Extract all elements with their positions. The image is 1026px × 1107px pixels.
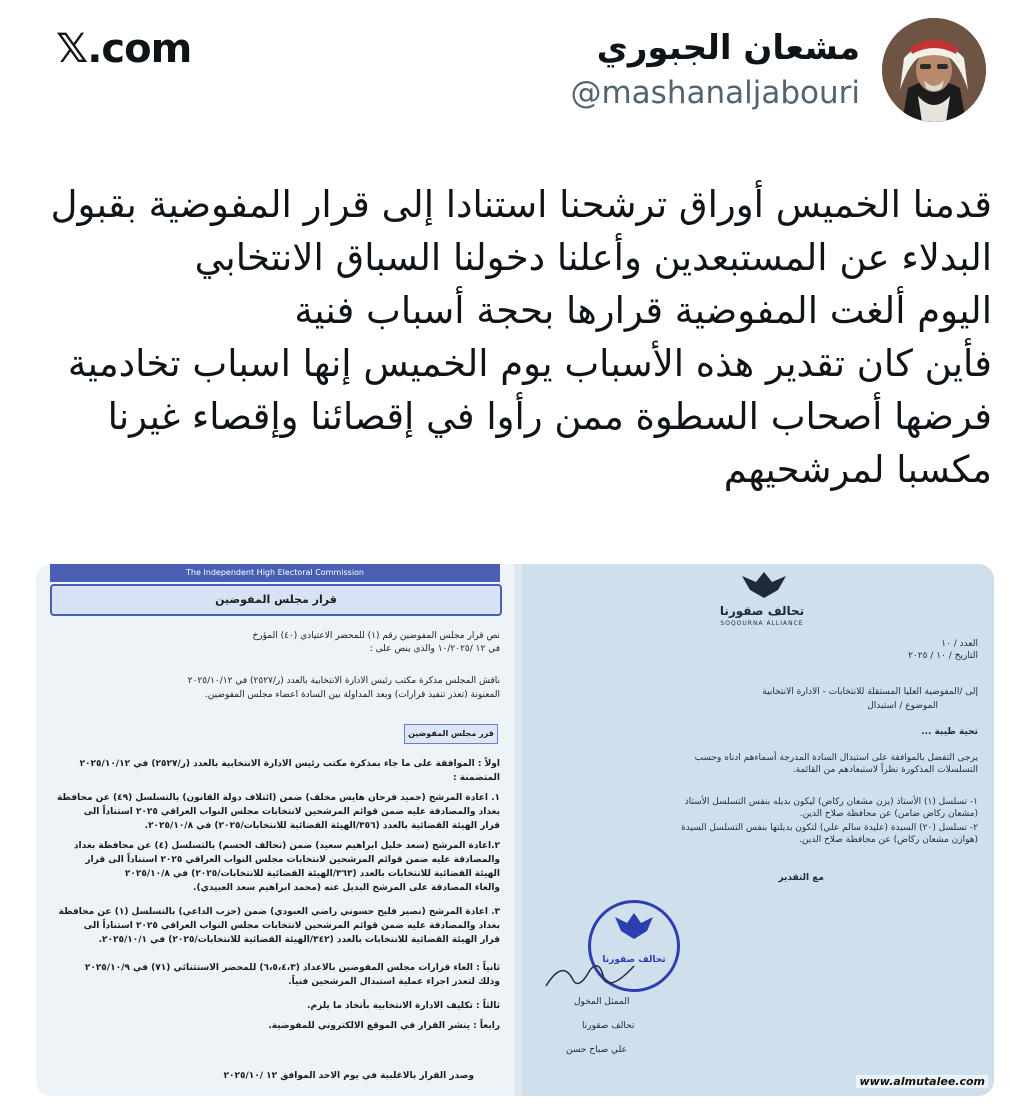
tweet-author[interactable] (570, 18, 986, 122)
letter-date: التاريخ / ١٠ / ٢٠٢٥ (908, 651, 978, 661)
doc-line: ناقش المجلس مذكرة مكتب رئيس الادارة الانتخابية بالعدد (ر/٢٥٢٧) في ٢٠٢٥/١٠/١٢ (187, 676, 500, 686)
avatar-portrait-icon (882, 18, 986, 122)
avatar[interactable] (882, 18, 986, 122)
doc-line: ٢.اعادة المرشح (سعد خليل ابراهيم سعيد) ضمن (تحالف الحسم) بالتسلسل (٤) عن محافظة بغداد (73, 841, 500, 851)
org-name: تحالف صقورنا (719, 604, 805, 618)
doc-line: المعنونة (تعذر تنفيذ قرارات) وبعد المداولة بين السادة اعضاء مجلس المفوضين. (204, 690, 500, 700)
tweet-line: اليوم ألغت المفوضية قرارها بحجة أسباب فنية (294, 289, 992, 332)
doc-line: بغداد والمصادقة عليه ضمن قوائم المرشحين لانتخابات مجلس النواب العراقي ٢٠٢٥ استناداً الى (83, 807, 500, 817)
doc-line: في ١٢ /١٠/٢٠٢٥ والذي ينص على : (369, 644, 500, 654)
tweet-line: البدلاء عن المستبعدين وأعلنا دخولنا السباق الانتخابي (194, 236, 992, 279)
letter-line: تحالف صقورنا (582, 1021, 635, 1031)
ihec-banner: The Independent High Electoral Commission (50, 564, 500, 582)
letter-line: ١- تسلسل (١) الأستاذ (يزن مشعان ركاض) ليكون بديله بنفس التسلسل الأستاذ (684, 797, 978, 807)
seal-text: تحالف صقورنا (602, 955, 666, 965)
author-handle[interactable]: @mashanaljabouri (570, 75, 860, 111)
image-divider (514, 564, 522, 1096)
doc-line: رابعاً : ينشر القرار في الموقع الالكتروني للمفوضية. (268, 1021, 500, 1031)
doc-line: ثالثاً : تكليف الادارة الانتخابية بأتخاذ ما يلزم. (307, 1001, 500, 1011)
letter-line: الممثل المخول (574, 997, 630, 1007)
x-com-logo[interactable]: 𝕏.com (56, 26, 192, 72)
tweet-line: فرضها أصحاب السطوة ممن رأوا في إقصائنا وإقصاء غيرنا (107, 395, 992, 438)
doc-line: اولاً : الموافقة على ما جاء بمذكرة مكتب رئيس الادارة الانتخابية بالعدد (ر/٢٥٢٧) في ٢٠٢٥/١٠/١٢ (79, 759, 500, 769)
letter-line: مع التقدير (778, 873, 824, 883)
doc-line: والمصادقة عليه ضمن قوائم المرشحين لانتخابات مجلس النواب العراقي ٢٠٢٥ استناداً الى قرار (85, 855, 500, 865)
letter-line: علي صباح حسن (566, 1045, 627, 1055)
letter-line: (مشعان ركاض ضامن) عن محافظة صلاح الدين. (799, 809, 978, 819)
letter-line: إلى /المفوضية العليا المستقلة للانتخابات - الادارة الانتخابية (762, 687, 978, 697)
tweet-media-image[interactable] (36, 564, 994, 1096)
letter-line: التسلسلات المذكورة نظراً لاستبعادهم من القائمة. (792, 765, 978, 775)
tweet-line: مكسبا لمرشحيهم (723, 448, 992, 491)
doc-line: قرار الهيئة القضائية للانتخابات بالعدد (٣٤٢/الهيئة القضائية للانتخابات/٢٠٢٥) في ٢٠٢٥/١٠/١. (98, 935, 500, 945)
doc-line: ثانياً : الغاء قرارات مجلس المفوضين بالاعداد (٦،٥،٤،٣) للمحضر الاستثنائي (٧١) في ٢٠٢٥/١٠/٩ (84, 963, 500, 973)
ihec-decision-document (36, 564, 514, 1096)
doc-line: نص قرار مجلس المفوضين رقم (١) للمحضر الاعتيادي (٤٠) المؤرخ (252, 631, 500, 641)
doc-line: ٣. اعادة المرشح (نصير فليح حسوني راضي العبودي) ضمن (حزب الداعي) بالتسلسل (١) عن محافظة (58, 907, 500, 917)
signature-icon (542, 956, 638, 996)
council-stamp-label: قرر مجلس المفوضين (404, 724, 498, 744)
letter-line: يرجى التفضل بالموافقة على استبدال السادة المدرجة أسماءهم ادناه وحسب (694, 753, 978, 763)
doc-line: ١. اعادة المرشح (حميد فرحان هايس مخلف) ضمن (ائتلاف دولة القانون) بالتسلسل (٤٩) عن محافظة (56, 793, 500, 803)
doc-line: الهيئة القضائية للانتخابات بالعدد (٣٦٣/الهيئة القضائية للانتخابات/٢٠٢٥) في ٢٠٢٥/١٠/٨ (124, 869, 500, 879)
org-name-english: SOQOURNA ALLIANCE (720, 620, 804, 627)
tweet-line: فأين كان تقدير هذه الأسباب يوم الخميس إنها اسباب تخادمية (67, 342, 992, 385)
letter-line: ٢- تسلسل (٢٠) السيدة (عليدة سالم علي) لتكون بديلتها بنفس التسلسل السيدة (681, 823, 978, 833)
letter-line: الموضوع / استبدال (867, 701, 938, 711)
document-title: قرار مجلس المفوضين (50, 584, 502, 616)
source-watermark: www.almutalee.com (856, 1075, 988, 1088)
doc-line: وذلك لتعذر اجراء عملية استبدال المرشحين فنياً. (288, 977, 500, 987)
tweet-text (32, 178, 992, 496)
author-text-block (570, 25, 860, 115)
soqourna-letter (522, 564, 994, 1096)
letter-line: تحية طيبة ... (921, 727, 978, 737)
letter-line: (هوازن مشعان ركاض) عن محافظة صلاح الدين. (799, 835, 978, 845)
doc-line: قرار الهيئة القضائية بالعدد (٣٥٦/الهيئة القضائية للانتخابات/٢٠٢٥) في ٢٠٢٥/١٠/٨. (144, 821, 500, 831)
tweet-line: قدمنا الخميس أوراق ترشحنا استنادا إلى قرار المفوضية بقبول (50, 183, 992, 226)
doc-line: المتضمنة : (453, 773, 500, 783)
seal-falcon-icon (591, 903, 677, 953)
author-name[interactable]: مشعان الجبوري (596, 28, 860, 68)
letter-number: العدد / ١٠ (941, 639, 978, 649)
doc-line: والغاء المصادقة على المرشح البديل عنه (محمد ابراهيم سعد العبيدي). (193, 883, 500, 893)
doc-line: وصدر القرار بالاغلبية في يوم الاحد الموافق ١٢ /٢٠٢٥/١٠ (223, 1071, 474, 1081)
doc-line: بغداد والمصادقة عليه ضمن قوائم المرشحين لانتخابات مجلس النواب العراقي ٢٠٢٥ استناداً الى (83, 921, 500, 931)
